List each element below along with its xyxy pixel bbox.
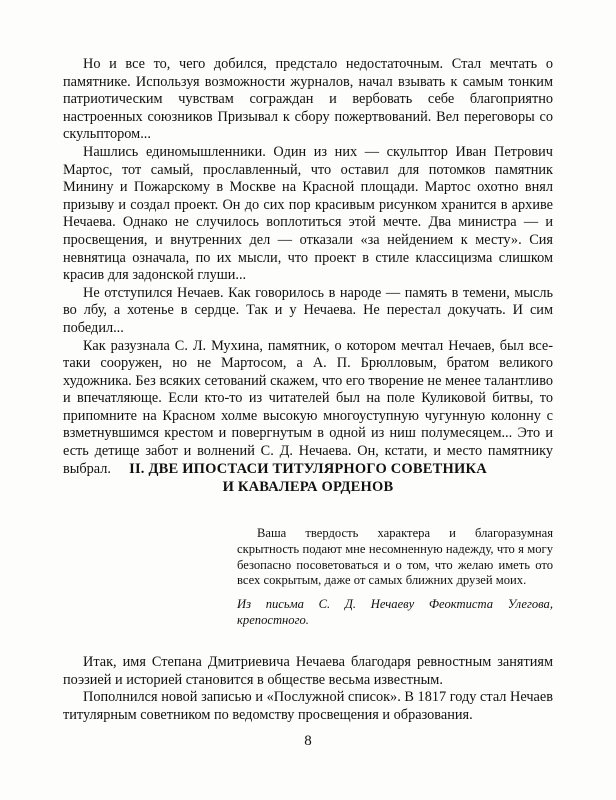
body-text-top	[63, 56, 553, 478]
paragraph: Нашлись единомышленники. Один из них — скульптор Иван Петрович Мартос, тот самый, прославленный, что оставил для потомков памятник Минину и Пожарскому в Москве на Красной площади. Мартос охотно внял призыву и создал проект. Он до сих пор красивым рисунком хранится в архиве Нечаева. Однако не случилось воплотиться этой мечте. Два министра — и просвещения, и внутренних дел — отказали «за нейдением к месту». Сия невнятица означала, по их мысли, что проект в стиле классицизма слишком красив для задонской глуши...	[63, 143, 553, 284]
paragraph: Итак, имя Степана Дмитриевича Нечаева благодаря ревностным занятиям поэзией и историей становится в обществе весьма известным.	[63, 654, 553, 688]
epigraph-quote: Ваша твердость характера и благоразумная скрытность подают мне несомненную надежду, что я могу безопасно посоветоваться и о том, что желаю иметь ото всех сокрытым, даже от самых ближних друзей моих.	[237, 526, 553, 588]
section-heading	[63, 460, 553, 496]
paragraph: Пополнился новой записью и «Послужной список». В 1817 году стал Нечаев титулярным советником по ведомству просвещения и образования.	[63, 689, 553, 723]
body-text-bottom	[63, 654, 553, 724]
paragraph: Не отступился Нечаев. Как говорилось в народе — память в темени, мысль во лбу, а хотенье в сердце. Так и у Нечаева. Не перестал докучать. И сим победил...	[63, 284, 553, 336]
paragraph: Как разузнала С. Л. Мухина, памятник, о котором мечтал Нечаев, был все-таки сооружен, но не Мартосом, а А. П. Брюлловым, братом великого художника. Без всяких сетований скажем, что его творение не менее талантливо и впечатляюще. Если кто-то из читателей был на поле Куликовой битвы, то припомните на Красном холме высокую многоуступную чугунную колонну с взметнувшимся крестом и повергнутым в одной из ниш полумесяцем... Это и есть детище забот и волнений С. Д. Нечаева. Он, кстати, и место памятнику выбрал.	[63, 337, 553, 477]
section-heading-line-1: II. ДВЕ ИПОСТАСИ ТИТУЛЯРНОГО СОВЕТНИКА	[129, 461, 487, 477]
section-heading-line-2: И КАВАЛЕРА ОРДЕНОВ	[222, 479, 394, 495]
epigraph	[237, 526, 553, 629]
epigraph-source: Из письма С. Д. Нечаеву Феоктиста Улегова, крепостного.	[237, 597, 553, 627]
paragraph: Но и все то, чего добился, предстало недостаточным. Стал мечтать о памятнике. Используя возможности журналов, начал взывать к самым тонким патриотическим чувствам сограждан и вербовать себе благоприятно настроенных союзников Призывал к сбору пожертвований. Вел переговоры со скульптором...	[63, 56, 553, 143]
page-number: 8	[304, 733, 312, 749]
